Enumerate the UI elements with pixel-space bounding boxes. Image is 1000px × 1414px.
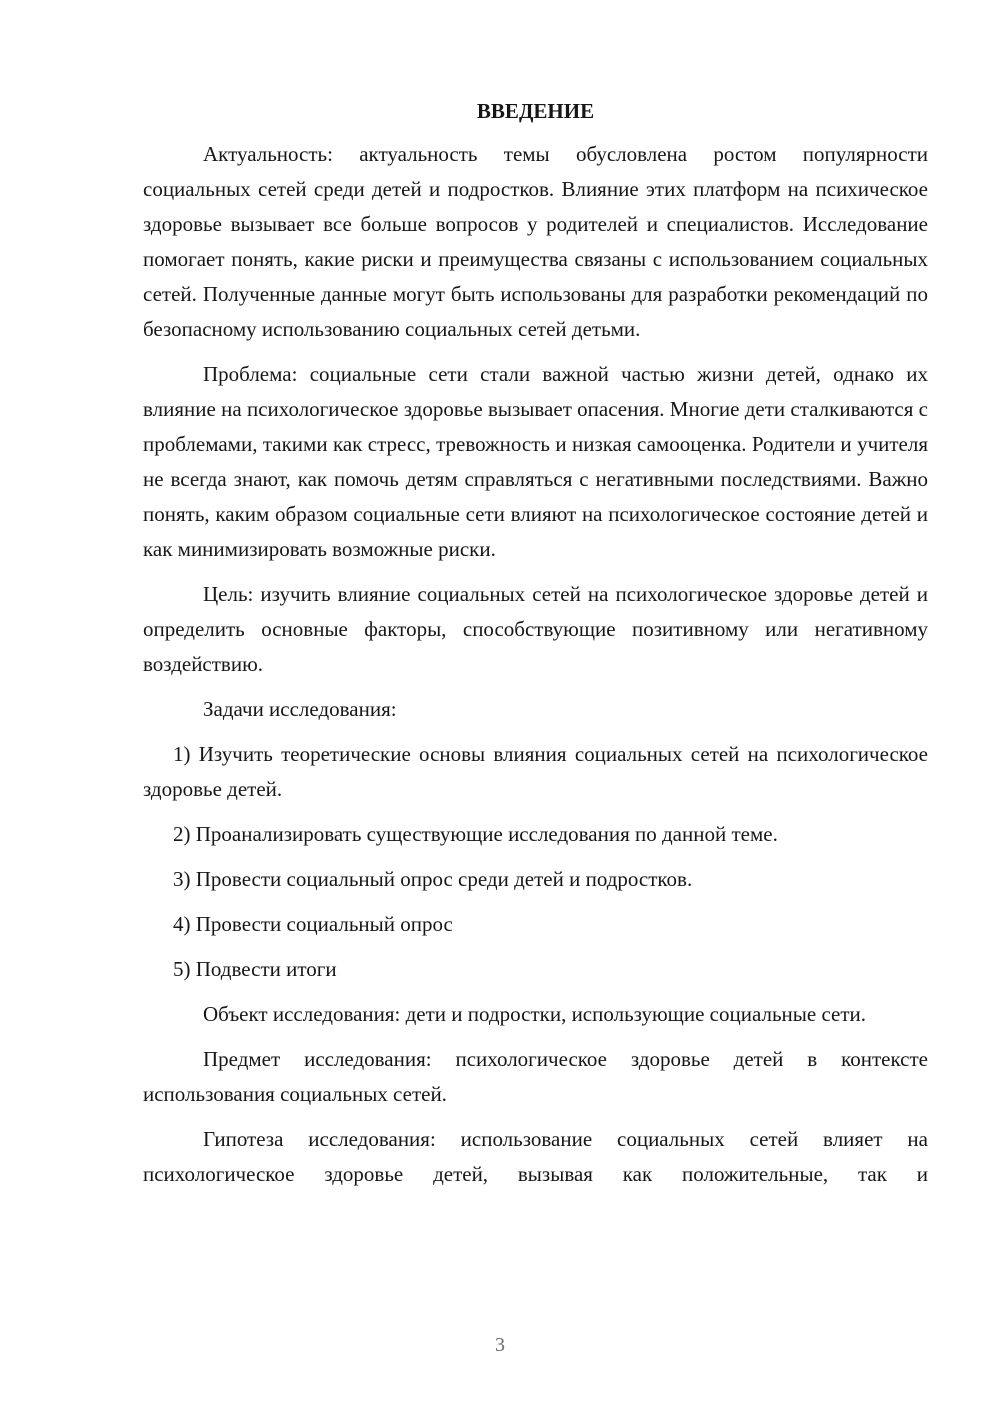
subject-paragraph: Предмет исследования: психологическое здоровье детей в контексте использования социальных сетей.: [143, 1047, 928, 1106]
task-item-2: 2) Проанализировать существующие исследования по данной теме.: [173, 822, 778, 846]
page-title: ВВЕДЕНИЕ: [476, 99, 595, 123]
page-number: 3: [495, 1334, 505, 1356]
object-paragraph: Объект исследования: дети и подростки, использующие социальные сети.: [203, 1002, 867, 1026]
hypothesis-paragraph: Гипотеза исследования: использование социальных сетей влияет на психологическое здоровье детей, вызывая как положительные, так и: [143, 1127, 928, 1186]
problem-paragraph: Проблема: социальные сети стали важной частью жизни детей, однако их влияние на психологическое здоровье вызывает опасения. Многие дети сталкиваются с проблемами, такими как стресс, тревожность и низкая самооценка. Родители и учителя не всегда знают, как помочь детям справляться с негативными последствиями. Важно понять, каким образом социальные сети влияют на психологическое состояние детей и как минимизировать возможные риски.: [143, 362, 928, 561]
task-item-1: 1) Изучить теоретические основы влияния социальных сетей на психологическое здоровье детей.: [143, 742, 928, 801]
tasks-title: Задачи исследования:: [203, 697, 397, 721]
goal-paragraph: Цель: изучить влияние социальных сетей на психологическое здоровье детей и определить основные факторы, способствующие позитивному или негативному воздействию.: [143, 582, 928, 676]
task-item-4: 4) Провести социальный опрос: [173, 912, 453, 936]
task-item-3: 3) Провести социальный опрос среди детей и подростков.: [173, 867, 693, 891]
task-item-5: 5) Подвести итоги: [173, 957, 337, 981]
relevance-paragraph: Актуальность: актуальность темы обусловлена ростом популярности социальных сетей среди детей и подростков. Влияние этих платформ на психическое здоровье вызывает все больше вопросов у родителей и специалистов. Исследование помогает понять, какие риски и преимущества связаны с использованием социальных сетей. Полученные данные могут быть использованы для разработки рекомендаций по безопасному использованию социальных сетей детьми.: [143, 142, 928, 341]
